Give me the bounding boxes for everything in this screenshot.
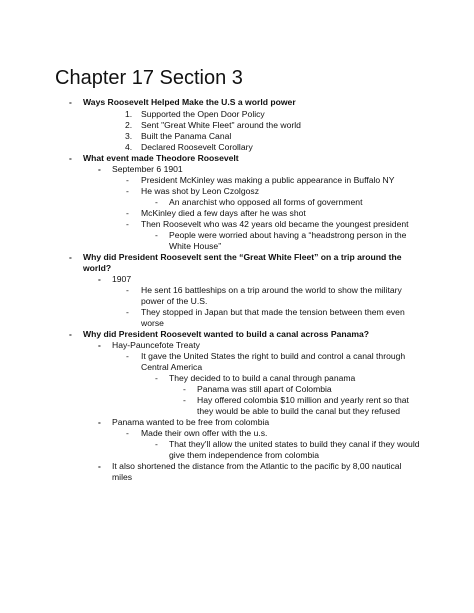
list-item: Hay-Pauncefote Treaty bbox=[112, 340, 200, 350]
list-item-continued: give them independence from colombia bbox=[169, 450, 320, 460]
list-item-continued: they would be able to build the canal but they refused bbox=[197, 406, 401, 416]
dash-marker: - bbox=[98, 461, 101, 471]
dash-marker: - bbox=[183, 395, 186, 405]
dash-marker: - bbox=[155, 230, 158, 240]
list-item: That they'll allow the united states to build they canal if they would bbox=[169, 439, 420, 449]
dash-marker: - bbox=[69, 153, 72, 163]
list-item: Panama was still apart of Colombia bbox=[197, 384, 332, 394]
dash-marker: - bbox=[69, 329, 72, 339]
list-item: He was shot by Leon Czolgosz bbox=[141, 186, 259, 196]
list-item: President McKinley was making a public appearance in Buffalo NY bbox=[141, 175, 395, 185]
list-item: Panama wanted to be free from colombia bbox=[112, 417, 270, 427]
dash-marker: - bbox=[126, 219, 129, 229]
list-item: It gave the United States the right to build and control a canal through bbox=[141, 351, 406, 361]
list-item-continued: miles bbox=[112, 472, 133, 482]
dash-marker: - bbox=[126, 208, 129, 218]
dash-marker: - bbox=[126, 175, 129, 185]
number-marker: 4. bbox=[125, 142, 133, 152]
dash-marker: - bbox=[98, 417, 101, 427]
list-item: McKinley died a few days after he was shot bbox=[141, 208, 306, 218]
list-item: An anarchist who opposed all forms of government bbox=[169, 197, 363, 207]
list-item: It also shortened the distance from the Atlantic to the pacific by 8,00 nautical bbox=[112, 461, 402, 471]
list-item-continued: Central America bbox=[141, 362, 203, 372]
dash-marker: - bbox=[98, 274, 101, 284]
list-item: Sent "Great White Fleet" around the world bbox=[141, 120, 301, 130]
dash-marker: - bbox=[126, 428, 129, 438]
list-item: Built the Panama Canal bbox=[141, 131, 232, 141]
dash-marker: - bbox=[69, 252, 72, 262]
dash-marker: - bbox=[126, 186, 129, 196]
number-marker: 3. bbox=[125, 131, 133, 141]
list-item: Then Roosevelt who was 42 years old became the youngest president bbox=[141, 219, 409, 229]
list-item: September 6 1901 bbox=[112, 164, 183, 174]
dash-marker: - bbox=[155, 373, 158, 383]
list-item: People were worried about having a “headstrong person in the bbox=[169, 230, 407, 240]
list-item: Supported the Open Door Policy bbox=[141, 109, 265, 119]
section-heading: What event made Theodore Roosevelt bbox=[83, 153, 239, 163]
list-item: They stopped in Japan but that made the tension between them even bbox=[141, 307, 405, 317]
section-heading: Why did President Roosevelt sent the “Great White Fleet” on a trip around the bbox=[83, 252, 402, 262]
section-heading: Ways Roosevelt Helped Make the U.S a world power bbox=[83, 97, 296, 107]
list-item: Hay offered colombia $10 million and yearly rent so that bbox=[197, 395, 409, 405]
list-item: They decided to to build a canal through panama bbox=[169, 373, 356, 383]
dash-marker: - bbox=[98, 164, 101, 174]
section-heading-continued: world? bbox=[83, 263, 112, 273]
dash-marker: - bbox=[98, 340, 101, 350]
number-marker: 2. bbox=[125, 120, 133, 130]
dash-marker: - bbox=[183, 384, 186, 394]
list-item-continued: White House” bbox=[169, 241, 222, 251]
dash-marker: - bbox=[126, 351, 129, 361]
page-title: Chapter 17 Section 3 bbox=[55, 67, 243, 89]
list-item-continued: power of the U.S. bbox=[141, 296, 208, 306]
list-item: Declared Roosevelt Corollary bbox=[141, 142, 253, 152]
dash-marker: - bbox=[69, 97, 72, 107]
section-heading: Why did President Roosevelt wanted to build a canal across Panama? bbox=[83, 329, 370, 339]
dash-marker: - bbox=[155, 439, 158, 449]
dash-marker: - bbox=[126, 307, 129, 317]
list-item: Made their own offer with the u.s. bbox=[141, 428, 268, 438]
dash-marker: - bbox=[126, 285, 129, 295]
number-marker: 1. bbox=[125, 109, 133, 119]
dash-marker: - bbox=[155, 197, 158, 207]
list-item-continued: worse bbox=[141, 318, 164, 328]
list-item: He sent 16 battleships on a trip around the world to show the military bbox=[141, 285, 402, 295]
list-item: 1907 bbox=[112, 274, 132, 284]
